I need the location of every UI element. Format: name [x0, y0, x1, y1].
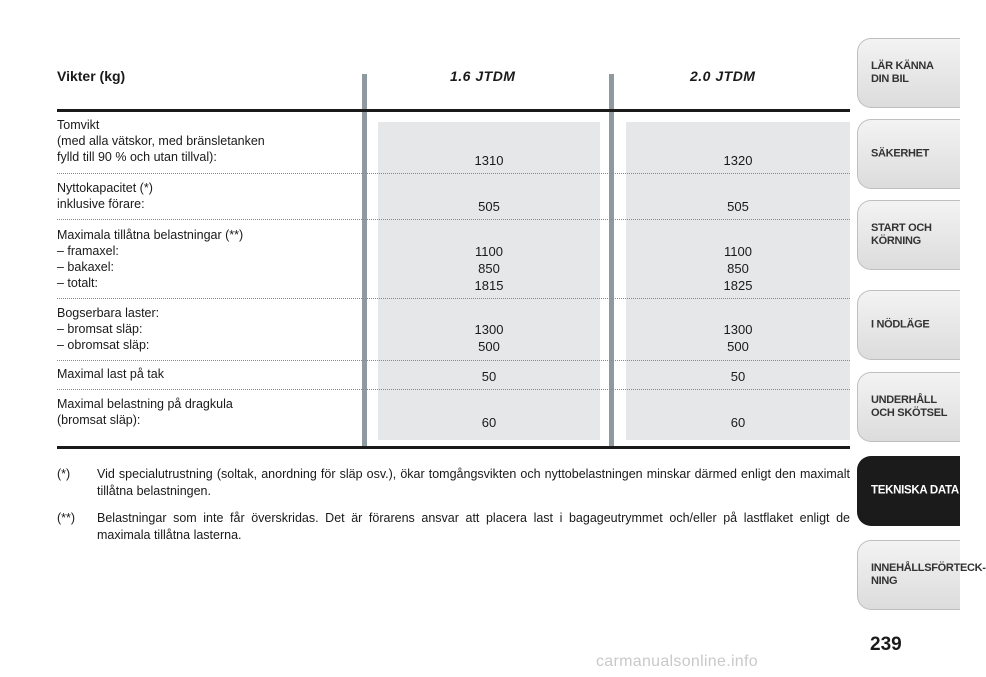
chapter-sidebar — [857, 0, 986, 677]
tab-lar-kanna-din-bil[interactable] — [857, 38, 960, 108]
tab-label: LÄR KÄNNA DIN BIL — [871, 60, 934, 85]
tab-label: START OCH KÖRNING — [871, 222, 932, 247]
tab-underhall-och-skotsel[interactable] — [857, 372, 960, 442]
row-label-nyttokapacitet: Nyttokapacitet (*) inklusive förare: — [57, 181, 153, 211]
row-label-dragkula: Maximal belastning på dragkula (bromsat släp): — [57, 397, 233, 427]
tab-label: SÄKERHET — [871, 147, 930, 160]
table-title: Vikter (kg) — [57, 68, 126, 84]
tab-start-och-korning[interactable] — [857, 200, 960, 270]
tab-label: INNEHÅLLSFÖRTECK- NING — [871, 562, 986, 587]
footnote-marker: (*) — [57, 467, 71, 481]
value-bogserbara-1-6: 1300 500 — [474, 322, 504, 354]
page-number: 239 — [870, 634, 902, 655]
tab-label: UNDERHÅLL OCH SKÖTSEL — [871, 394, 948, 419]
row-label-maximala-belastningar: Maximala tillåtna belastningar (**) – framaxel: – bakaxel: – totalt: — [57, 228, 244, 290]
row-label-tomvikt: Tomvikt (med alla vätskor, med bränsletanken fylld till 90 % och utan tillval): — [57, 118, 265, 164]
value-tak-2-0: 50 — [730, 369, 746, 384]
value-tomvikt-1-6: 1310 — [474, 153, 504, 168]
footnote-text: Belastningar som inte får överskridas. Det är förarens ansvar att placera last i bagageutrymmet och/eller på lastflaket enligt de maximala tillåtna lasterna. — [97, 511, 850, 542]
column-header-2-0-jtdm: 2.0 JTDM — [690, 68, 756, 84]
tab-sakerhet[interactable] — [857, 119, 960, 189]
column-header-1-6-jtdm: 1.6 JTDM — [450, 68, 516, 84]
value-tomvikt-2-0: 1320 — [723, 153, 753, 168]
value-belastningar-1-6: 1100 850 1815 — [474, 244, 504, 293]
footnote-text: Vid specialutrustning (soltak, anordning för släp osv.), ökar tomgångsvikten och nyttobelastningen minskar därmed enligt den maximalt tillåtna belastningen. — [97, 467, 850, 498]
row-separator — [57, 219, 850, 220]
row-label-last-pa-tak: Maximal last på tak — [57, 367, 164, 381]
table-bottom-rule — [57, 446, 850, 449]
footnote-marker: (**) — [57, 511, 76, 525]
value-tak-1-6: 50 — [481, 369, 497, 384]
row-label-bogserbara-laster: Bogserbara laster: – bromsat släp: – obromsat släp: — [57, 306, 160, 352]
row-separator — [57, 389, 850, 390]
row-separator — [57, 173, 850, 174]
tab-i-nodlage[interactable] — [857, 290, 960, 360]
row-separator — [57, 298, 850, 299]
column-divider — [609, 74, 614, 448]
tab-innehallsforteckning[interactable] — [857, 540, 986, 610]
tab-label: I NÖDLÄGE — [871, 318, 930, 331]
value-bogserbara-2-0: 1300 500 — [723, 322, 753, 354]
value-dragkula-1-6: 60 — [481, 415, 497, 430]
table-top-rule — [57, 109, 850, 112]
column-divider — [362, 74, 367, 448]
row-separator — [57, 360, 850, 361]
tab-label: TEKNISKA DATA — [871, 484, 959, 497]
value-belastningar-2-0: 1100 850 1825 — [723, 244, 753, 293]
watermark: carmanualsonline.info — [596, 653, 758, 670]
value-nyttokapacitet-2-0: 505 — [727, 199, 749, 214]
value-nyttokapacitet-1-6: 505 — [478, 199, 500, 214]
tab-tekniska-data[interactable] — [857, 456, 960, 526]
value-dragkula-2-0: 60 — [730, 415, 746, 430]
